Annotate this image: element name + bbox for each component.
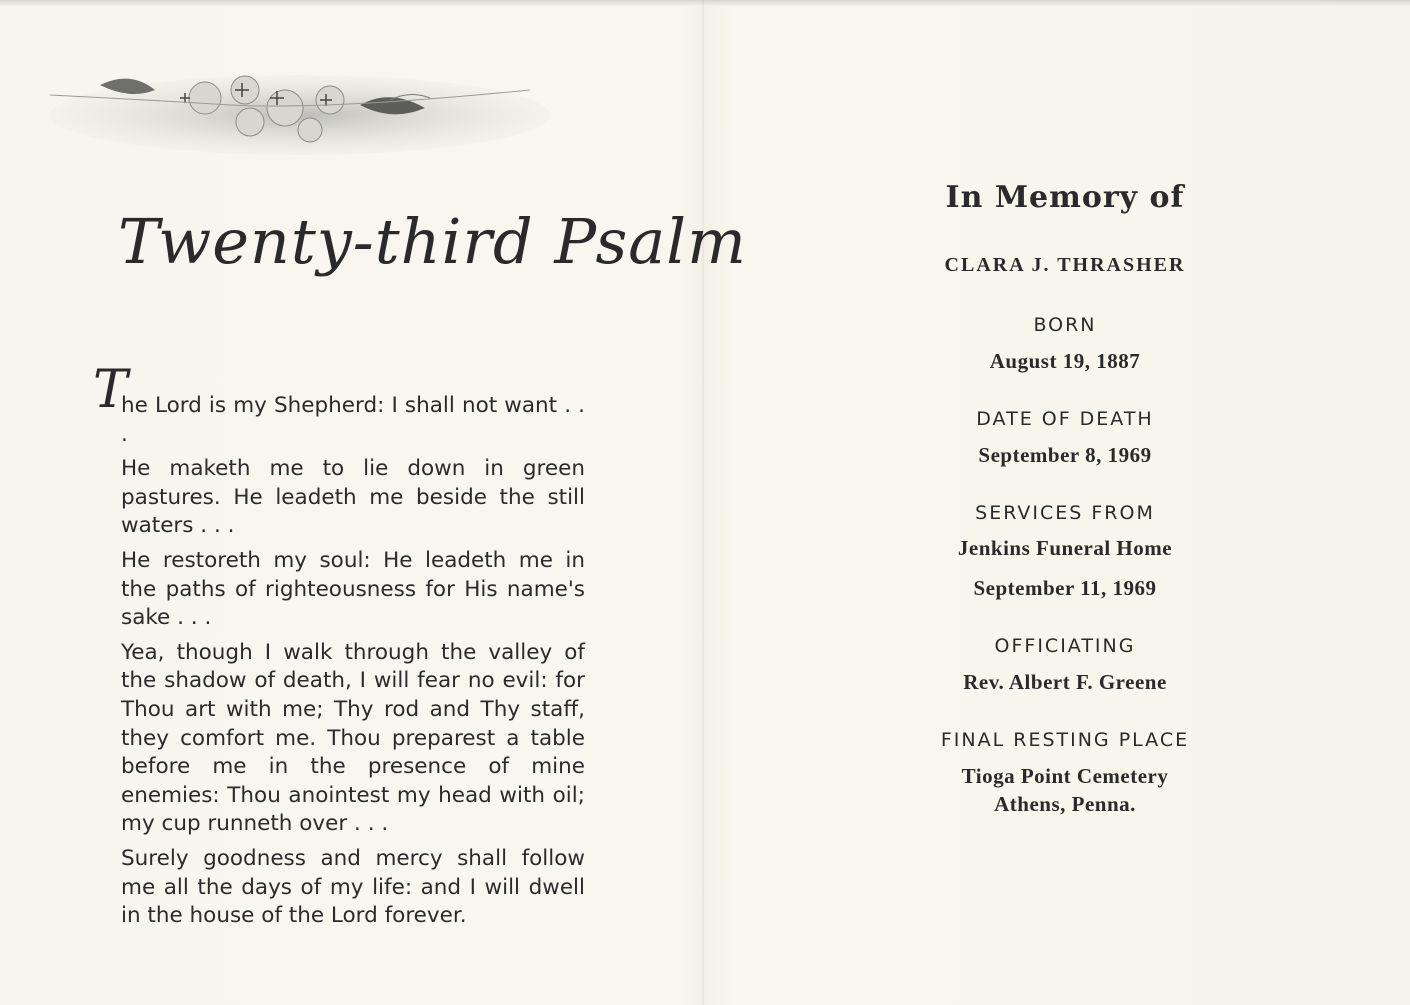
resting-place-label: FINAL RESTING PLACE [940, 729, 1190, 751]
verse-1 [93, 360, 585, 449]
services-place: Jenkins Funeral Home [957, 536, 1173, 560]
floral-ornament-icon [30, 60, 550, 160]
verse-5: Surely goodness and mercy shall follow me all the days of my life: and I will dwell in the house of the Lord forever. [121, 845, 585, 929]
verse-dropcap: T [93, 360, 128, 420]
officiant-name: Rev. Albert F. Greene [963, 670, 1167, 694]
verse-4: Yea, though I walk through the valley of the shadow of death, I will fear no evil: for Thou art with me; Thy rod and Thy staff, they comfort me. Thou preparest a table before me in the presence of mine enemies: Thou anointest my head with oil; my cup runneth over . . . [121, 639, 585, 837]
deceased-name: CLARA J. THRASHER [944, 254, 1186, 276]
death-date: September 8, 1969 [978, 443, 1152, 467]
card-fold [702, 0, 704, 1005]
card-top-edge [0, 0, 1410, 6]
verse-text: he Lord is my Shepherd: I shall not want . . . [121, 393, 585, 447]
psalm-verses [93, 360, 585, 937]
born-date: August 19, 1887 [989, 349, 1141, 373]
memory-heading: In Memory of [945, 180, 1185, 215]
services-date: September 11, 1969 [973, 576, 1157, 600]
officiating-label: OFFICIATING [994, 635, 1136, 657]
verse-3: He restoreth my soul: He leadeth me in the paths of righteousness for His name's sake . . . [121, 547, 585, 631]
resting-place-line1: Tioga Point Cemetery [961, 764, 1169, 788]
death-label: DATE OF DEATH [976, 408, 1154, 430]
resting-place-line2: Athens, Penna. [994, 792, 1136, 816]
verse-2: He maketh me to lie down in green pastures. He leadeth me beside the still waters . . . [121, 456, 585, 539]
psalm-title: Twenty-third Psalm [118, 205, 747, 278]
born-label: BORN [1033, 314, 1097, 336]
services-label: SERVICES FROM [975, 502, 1155, 524]
